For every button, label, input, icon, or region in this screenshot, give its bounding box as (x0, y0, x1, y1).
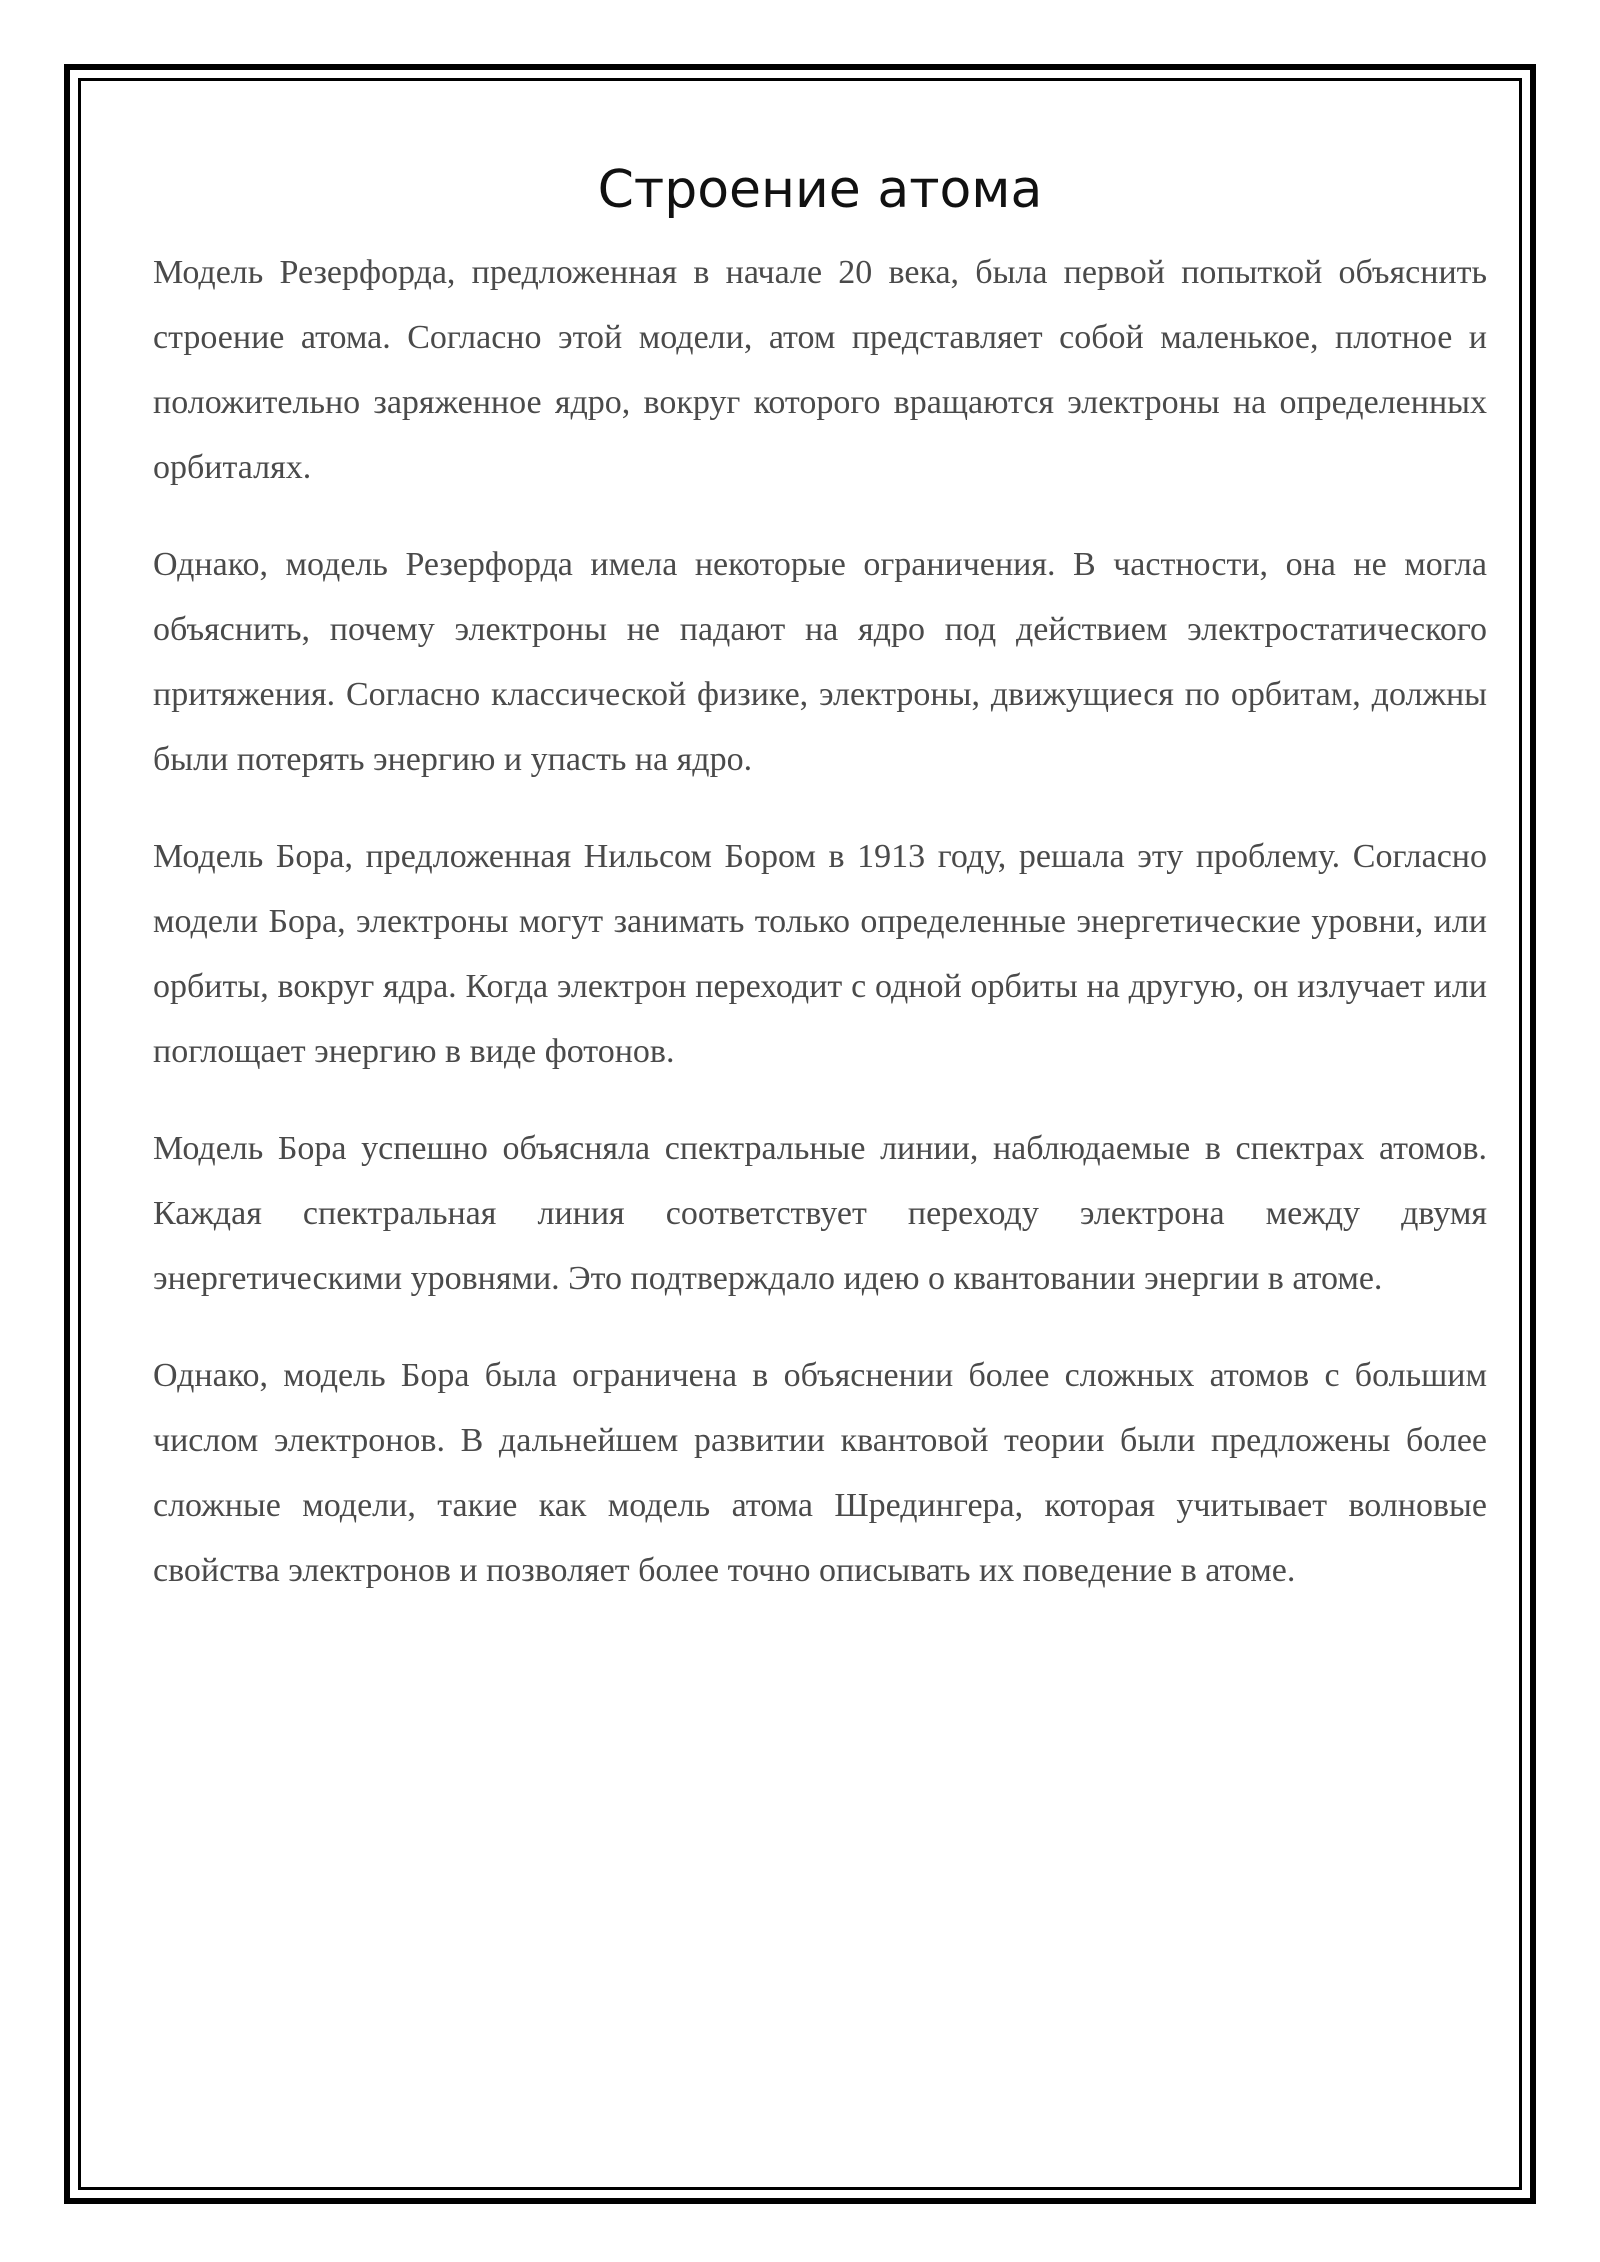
paragraph-rutherford-model: Модель Резерфорда, предложенная в начале 20 века, была первой попыткой объяснить строение атома. Согласно этой модели, атом представляет собой маленькое, плотное и положительно заряженное ядро, вокруг которого вращаются электроны на определенных орбиталях. (153, 254, 1487, 486)
paragraph-spectral-lines: Модель Бора успешно объясняла спектральные линии, наблюдаемые в спектрах атомов. Каждая спектральная линия соответствует переходу электрона между двумя энергетическими уровнями. Это подтверждало идею о квантовании энергии в атоме. (153, 1130, 1487, 1297)
paragraph-bohr-model: Модель Бора, предложенная Нильсом Бором в 1913 году, решала эту проблему. Согласно модели Бора, электроны могут занимать только определенные энергетические уровни, или орбиты, вокруг ядра. Когда электрон переходит с одной орбиты на другую, он излучает или поглощает энергию в виде фотонов. (153, 838, 1487, 1070)
paragraph-bohr-limitations: Однако, модель Бора была ограничена в объяснении более сложных атомов с большим числом электронов. В дальнейшем развитии квантовой теории были предложены более сложные модели, такие как модель атома Шредингера, которая учитывает волновые свойства электронов и позволяет более точно описывать их поведение в атоме. (153, 1357, 1487, 1589)
paragraph-rutherford-limitations: Однако, модель Резерфорда имела некоторые ограничения. В частности, она не могла объяснить, почему электроны не падают на ядро под действием электростатического притяжения. Согласно классической физике, электроны, движущиеся по орбитам, должны были потерять энергию и упасть на ядро. (153, 546, 1487, 778)
document-title: Строение атома (597, 160, 1043, 220)
document-body (153, 150, 1487, 1635)
